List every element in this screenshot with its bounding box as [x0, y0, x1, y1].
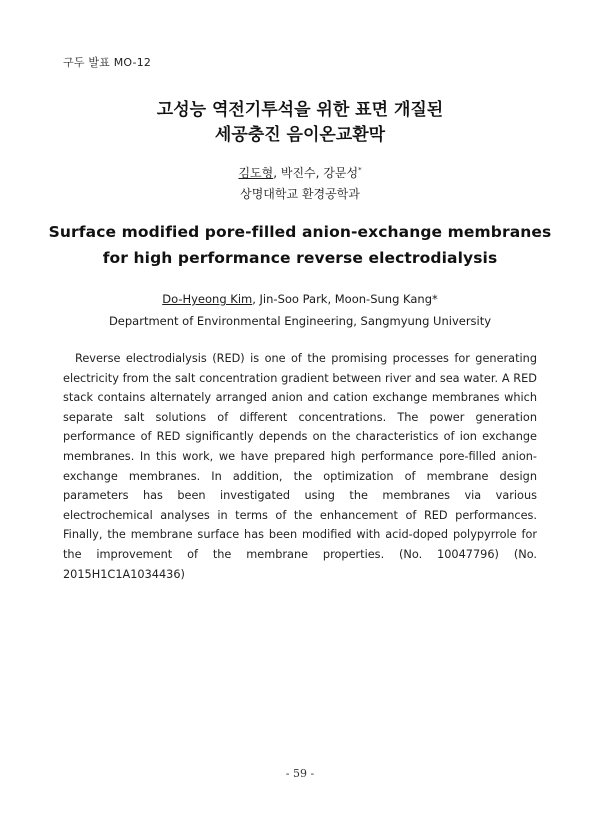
korean-title-line1: 고성능 역전기투석을 위한 표면 개질된 — [156, 100, 444, 120]
english-title-line1: Surface modified pore-filled anion-exchange membranes — [48, 223, 552, 241]
abstract-text: Reverse electrodialysis (RED) is one of the promising processes for generating electricity from the salt concentration gradient between river and sea water. A RED stack contains alternately arranged anion and cation exchange membranes which separate salt solutions of different concentrations. The power generation performance of RED significantly depends on the characteristics of ion exchange membranes. In this work, we have prepared high performance pore-filled anion-exchange membranes. In addition, the optimization of membrane design parameters has been investigated using the membranes via various electrochemical analyses in terms of the enhancement of RED performances. Finally, the membrane surface has been modified with acid-doped polypyrrole for the improvement of the membrane properties. (No. 10047796) (No. 2015H1C1A1034436) — [63, 352, 537, 581]
korean-author: 박진수 — [280, 166, 316, 180]
corresponding-mark: * — [358, 166, 362, 174]
english-author-presenter: Do-Hyeong Kim — [162, 292, 253, 306]
korean-author-separator: , — [315, 166, 324, 180]
page-number: - 59 - — [285, 767, 315, 780]
korean-title-line2: 세공충진 음이온교환막 — [214, 125, 386, 145]
korean-author-separator: , — [273, 166, 281, 180]
abstract — [63, 349, 537, 584]
english-affiliation: Department of Environmental Engineering, Sangmyung University — [108, 314, 492, 328]
korean-author-presenter: 김도형 — [238, 166, 274, 180]
korean-author-corresponding: 강문성 — [323, 166, 359, 180]
english-authors — [0, 292, 600, 306]
english-authors-rest: , Jin-Soo Park, Moon-Sung Kang* — [252, 292, 438, 306]
session-code: 구두 발표 MO-12 — [63, 56, 152, 69]
korean-affiliation: 상명대학교 환경공학과 — [240, 187, 360, 201]
korean-authors — [0, 164, 600, 181]
english-title-line2: for high performance reverse electrodialysis — [102, 249, 498, 267]
